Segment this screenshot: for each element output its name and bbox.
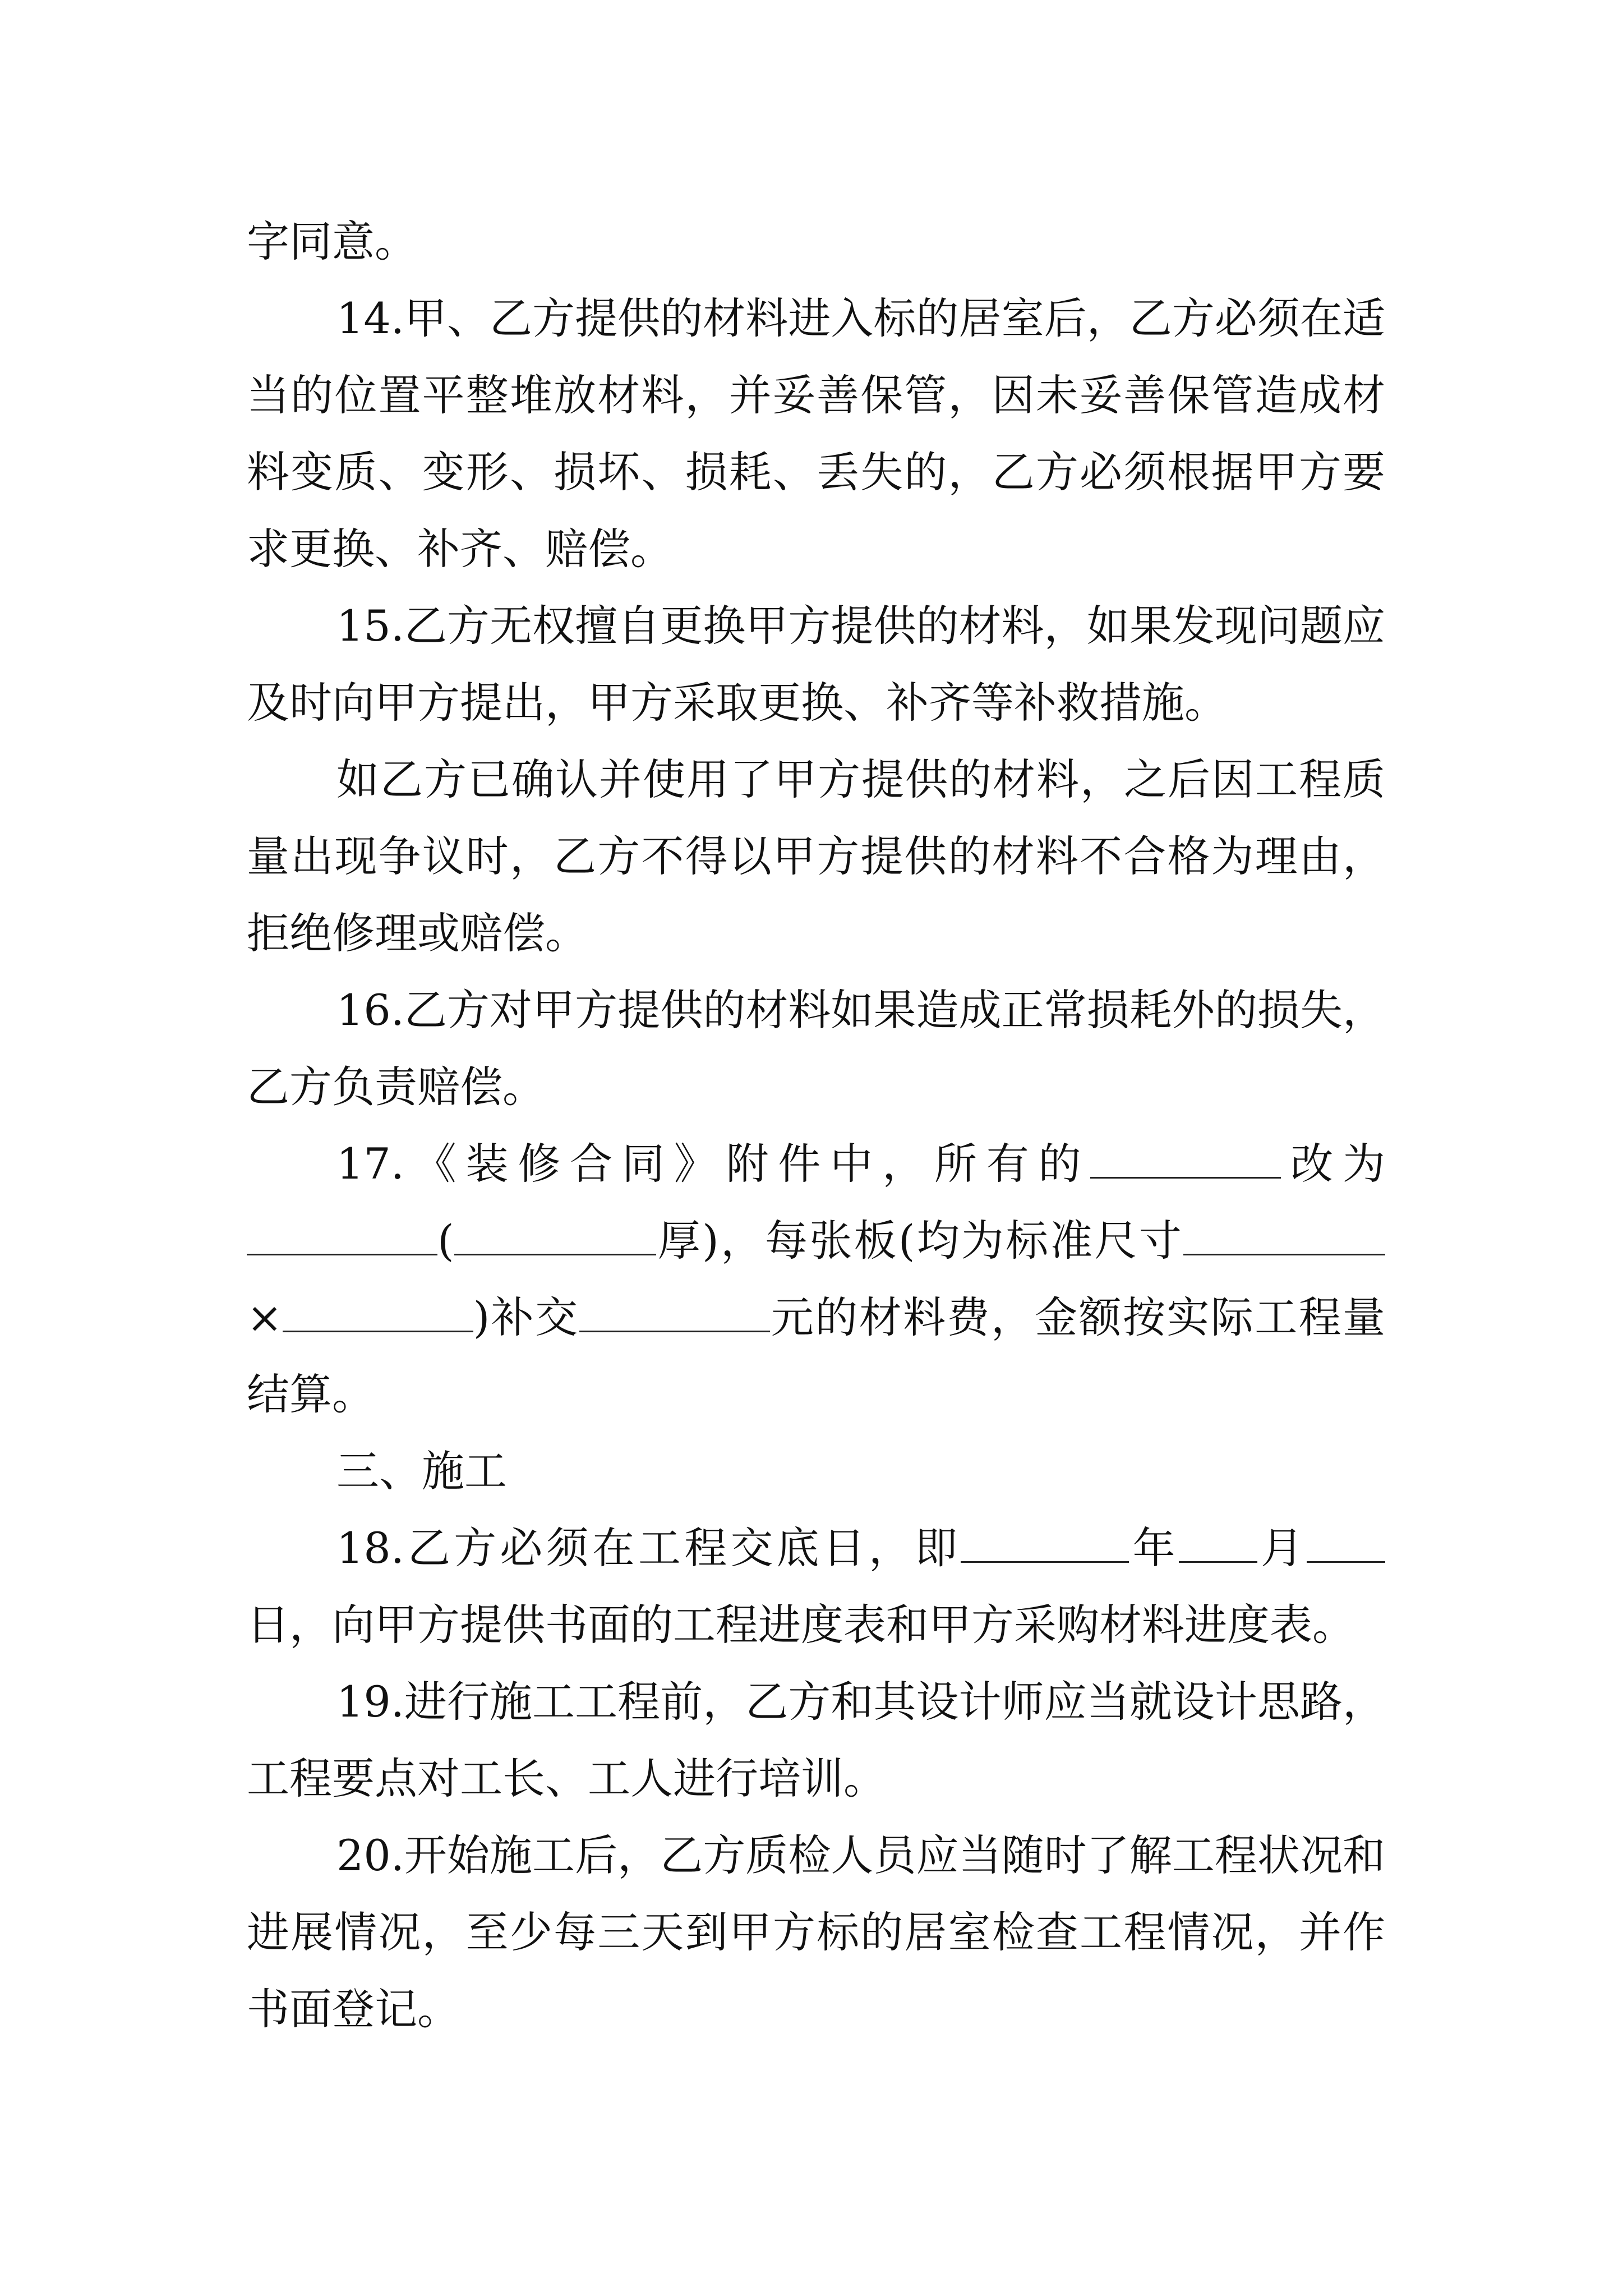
document-page xyxy=(247,203,1385,2047)
clause-15-note: 如乙方已确认并使用了甲方提供的材料，之后因工程质量出现争议时，乙方不得以甲方提供的材料不合格为理由，拒绝修理或赔偿。 xyxy=(247,754,1385,958)
clause-18-text-4: 日，向甲方提供书面的工程进度表和甲方采购材料进度表。 xyxy=(247,1600,1355,1650)
clause-17-text-4: 厚)，每张板(均为标准尺寸 xyxy=(656,1216,1183,1266)
blank-thickness xyxy=(454,1217,656,1255)
blank-year xyxy=(961,1524,1129,1563)
clause-17-text-5: × xyxy=(247,1292,283,1342)
clause-18-text-1: 18.乙方必须在工程交底日，即 xyxy=(336,1523,961,1573)
clause-15: 15.乙方无权擅自更换甲方提供的材料，如果发现问题应及时向甲方提出，甲方采取更换、补齐等补救措施。 xyxy=(247,601,1385,728)
clause-18-text-3: 月 xyxy=(1257,1523,1307,1573)
clause-20: 20.开始施工后，乙方质检人员应当随时了解工程状况和进展情况，至少每三天到甲方标的居室检查工程情况，并作书面登记。 xyxy=(247,1830,1385,2034)
blank-original-material xyxy=(1090,1140,1281,1179)
clause-17-text-6: )补交 xyxy=(473,1292,579,1342)
clause-17-text-2: 改为 xyxy=(1281,1139,1385,1189)
blank-size-height xyxy=(283,1294,473,1332)
clause-17-text-3: ( xyxy=(437,1216,454,1266)
blank-amount xyxy=(579,1294,770,1332)
clause-18 xyxy=(247,1510,1385,1663)
paragraph-continuation: 字同意。 xyxy=(247,217,417,266)
clause-16: 16.乙方对甲方提供的材料如果造成正常损耗外的损失，乙方负责赔偿。 xyxy=(247,985,1385,1112)
clause-14: 14.甲、乙方提供的材料进入标的居室后，乙方必须在适当的位置平整堆放材料，并妥善保管，因未妥善保管造成材料变质、变形、损坏、损耗、丢失的，乙方必须根据甲方要求更换、补齐、赔偿。 xyxy=(247,293,1385,574)
section-heading-construction: 三、施工 xyxy=(336,1446,507,1496)
clause-17 xyxy=(247,1125,1385,1433)
clause-17-text-1: 17.《装修合同》附件中，所有的 xyxy=(336,1139,1091,1189)
clause-18-text-2: 年 xyxy=(1129,1523,1179,1573)
blank-size-width xyxy=(1183,1217,1385,1255)
blank-day xyxy=(1307,1524,1385,1563)
blank-month xyxy=(1179,1524,1257,1563)
clause-19: 19.进行施工工程前，乙方和其设计师应当就设计思路，工程要点对工长、工人进行培训。 xyxy=(247,1677,1385,1803)
blank-new-material xyxy=(247,1217,437,1255)
clause-17-text-7: 元的材料费，金额按实际工程量结算。 xyxy=(247,1292,1385,1419)
